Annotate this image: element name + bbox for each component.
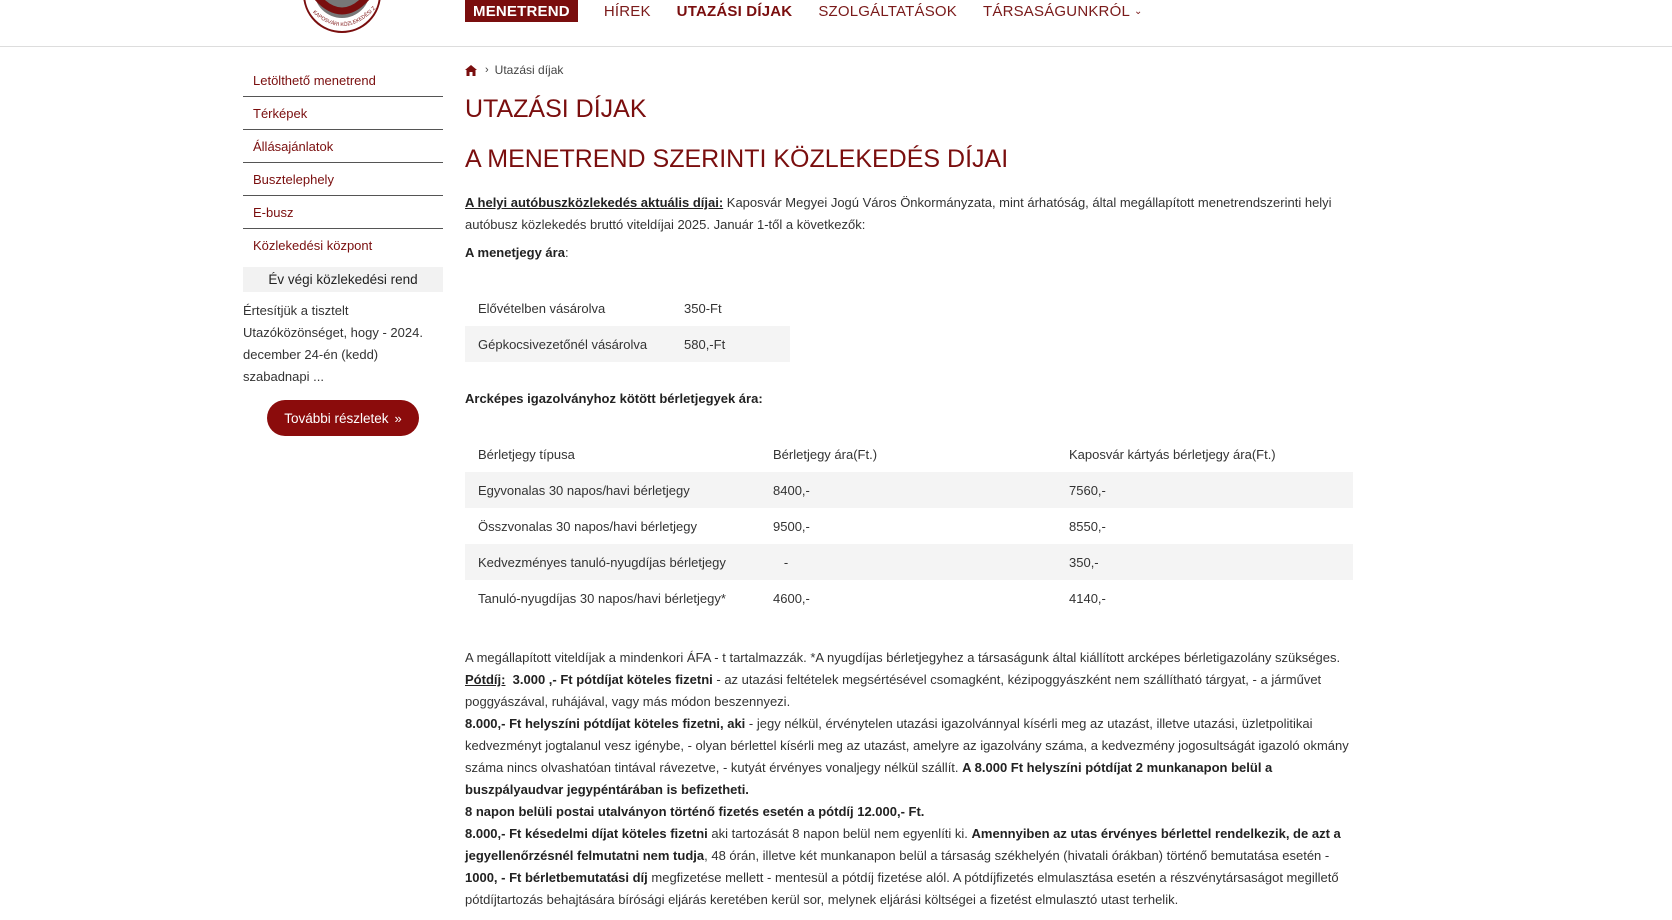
pass-price: -	[760, 544, 1056, 580]
sidebar-item-busztelephely[interactable]: Busztelephely	[243, 163, 443, 196]
news-title[interactable]: Év végi közlekedési rend	[243, 267, 443, 292]
main-nav	[465, 0, 1169, 22]
nav-tarsasagunkrol-label: TÁRSASÁGUNKRÓL	[983, 2, 1130, 20]
ticket-price: 580,-Ft	[671, 326, 790, 362]
nav-hirek[interactable]: HÍREK	[603, 2, 651, 20]
sidebar-item-kozlekedesi-kozpont[interactable]: Közlekedési központ	[253, 238, 373, 253]
fee-paragraph-1	[465, 669, 1353, 713]
nav-szolgaltatasok[interactable]: SZOLGÁLTATÁSOK	[818, 2, 957, 20]
fee4-text2: , 48 órán, illetve két munkanapon belül a társaság székhelyén (hivatali órákban) történő bemutatása esetén -	[704, 848, 1333, 863]
ticket-heading-label: A menetjegy ára	[465, 245, 565, 260]
pass-heading	[465, 388, 1353, 410]
fee2-bold2: A 8.000 Ft helyszíni pótdíjat 2 munkanapon belül a buszpályaudvar jegypéntárában is befizetheti.	[465, 760, 1273, 797]
ticket-heading	[465, 242, 1353, 264]
svg-text:KAPOSVÁRI KÖZLEKEDÉSI ZRT.: KAPOSVÁRI KÖZLEKEDÉSI Z	[311, 5, 378, 29]
pass-heading-label: Arcképes igazolványhoz kötött bérletjegyek ára:	[465, 391, 763, 406]
sidebar-item-terkepek[interactable]: Térképek	[243, 97, 443, 130]
pass-price: 8400,-	[760, 472, 1056, 508]
chevron-right-icon: ›	[485, 64, 489, 76]
site-header	[0, 0, 1672, 47]
col-header-card-price: Kaposvár kártyás bérletjegy ára(Ft.)	[1069, 446, 1276, 462]
ticket-price: 350-Ft	[684, 300, 722, 316]
table-row	[465, 508, 1353, 544]
nav-utazasi-dijak[interactable]: UTAZÁSI DÍJAK	[676, 2, 793, 20]
page-title: UTAZÁSI DÍJAK	[465, 95, 647, 123]
sidebar-item-letoltheto-menetrend[interactable]: Letölthető menetrend	[243, 64, 443, 97]
pass-card-price: 7560,-	[1056, 472, 1353, 508]
pass-price-table	[465, 436, 1353, 616]
pass-type: Összvonalas 30 napos/havi bérletjegy	[478, 518, 697, 534]
pass-card-price: 4140,-	[1069, 590, 1106, 606]
fee1-text: - az utazási feltételek megsértésével csomagként, kézipoggyászként nem szállítható tárgyat, - a járművet poggyászával, ruhájával, vagy más módon beszennyezi.	[465, 672, 1322, 709]
main-content	[465, 60, 1353, 911]
sidebar-item-allasajanlatok[interactable]: Állásajánlatok	[243, 130, 443, 163]
fee-paragraph-4	[465, 823, 1353, 911]
page-subtitle: A MENETREND SZERINTI KÖZLEKEDÉS DÍJAI	[465, 145, 1009, 173]
company-logo[interactable]	[296, 0, 388, 40]
table-row	[465, 326, 790, 362]
fee2-text: - jegy nélkül, érvénytelen utazási igazolvánnyal kísérli meg az utazást, illetve utazási, üzletpolitikai kedvezményt jogtalanul vesz igénybe, - olyan bérlettel kísérli meg az utazást, amelyre az igazolvány száma, a kedvezmény jogosultságát igazoló okmány száma nincs olvashatóan tintával rávezetve, - kutyát érvényes vonaljegy nélkül szállít.	[465, 716, 1349, 775]
fee2-bold: 8.000,- Ft helyszíni pótdíjat köteles fizetni, aki	[465, 716, 746, 731]
home-icon[interactable]	[465, 65, 477, 76]
fee-paragraph-2	[465, 713, 1353, 801]
ticket-name: Elővételben vásárolva	[478, 300, 606, 316]
fee4-bold2: Amennyiben az utas érvényes bérlettel rendelkezik, de azt a jegyellenőrzésnél felmutatni nem tudja	[465, 826, 1341, 863]
ticket-name: Gépkocsivezetőnél vásárolva	[465, 326, 671, 362]
pass-type: Tanuló-nyugdíjas 30 napos/havi bérletjegy*	[478, 590, 726, 606]
pass-type: Egyvonalas 30 napos/havi bérletjegy	[465, 472, 760, 508]
chevron-down-icon: ⌄	[1134, 5, 1143, 17]
table-row	[465, 472, 1353, 508]
fee1-bold: 3.000 ,- Ft pótdíjat köteles fizetni	[505, 672, 713, 687]
pass-type: Kedvezményes tanuló-nyugdíjas bérletjegy	[465, 544, 760, 580]
news-excerpt: Értesítjük a tisztelt Utazóközönséget, hogy - 2024. december 24-én (kedd) szabadnapi ...	[243, 303, 423, 384]
table-row	[465, 290, 790, 326]
fee1-label: Pótdíj:	[465, 672, 506, 687]
table-header-row	[465, 436, 1353, 472]
col-header-price: Bérletjegy ára(Ft.)	[773, 446, 878, 462]
pass-card-price: 350,-	[1056, 544, 1353, 580]
pass-card-price: 8550,-	[1069, 518, 1106, 534]
vat-note: A megállapított viteldíjak a mindenkori ÁFA - t tartalmazzák. *A nyugdíjas bérletjegyhez a társaságunk által kiállított arcképes bérletigazolány szükséges.	[465, 650, 1341, 665]
fee4-bold3: 1000, - Ft bérletbemutatási díj	[465, 848, 1337, 885]
fee4-bold: 8.000,- Ft késedelmi díjat köteles fizetni	[465, 826, 708, 841]
ticket-heading-colon: :	[564, 245, 569, 260]
intro-text: Kaposvár Megyei Jogú Város Önkormányzata, mint árhatóság, által megállapított menetrendszerinti helyi autóbusz közlekedés bruttó viteldíjai 2025. Január 1-től a következők:	[465, 195, 1332, 232]
col-header-type: Bérletjegy típusa	[478, 446, 575, 462]
sidebar-item-e-busz[interactable]: E-busz	[243, 196, 443, 229]
table-row	[465, 580, 1353, 616]
table-row	[465, 544, 1353, 580]
fee4-text: aki tartozását 8 napon belül nem egyenlíti ki.	[707, 826, 972, 841]
breadcrumb	[465, 60, 1353, 80]
fee4-text3: megfizetése mellett - mentesül a pótdíj fizetése alól. A pótdíjfizetés elmulasztása esetén a részvénytársaságot megillető pótdíjtartozás behajtására bírósági eljárás keretében kerül sor, melynek eljárási költségei a fizetést elmulasztó utast terhelik.	[465, 870, 1339, 907]
more-details-button[interactable]	[267, 400, 419, 436]
intro-paragraph	[465, 192, 1353, 236]
fee-paragraph-3: 8 napon belüli postai utalványon történő fizetés esetén a pótdíj 12.000,- Ft.	[465, 804, 925, 819]
intro-label: A helyi autóbuszközlekedés aktuális díjai:	[465, 195, 724, 210]
pass-price: 4600,-	[773, 590, 810, 606]
sidebar	[243, 64, 443, 436]
more-details-label: További részletek	[284, 410, 389, 426]
nav-menetrend[interactable]: MENETREND	[465, 0, 578, 22]
fee-section	[465, 647, 1353, 911]
breadcrumb-current: Utazási díjak	[494, 63, 564, 77]
pass-price: 9500,-	[773, 518, 810, 534]
ticket-price-table	[465, 290, 790, 362]
nav-tarsasagunkrol[interactable]	[983, 3, 1143, 20]
double-chevron-right-icon: »	[394, 410, 402, 426]
